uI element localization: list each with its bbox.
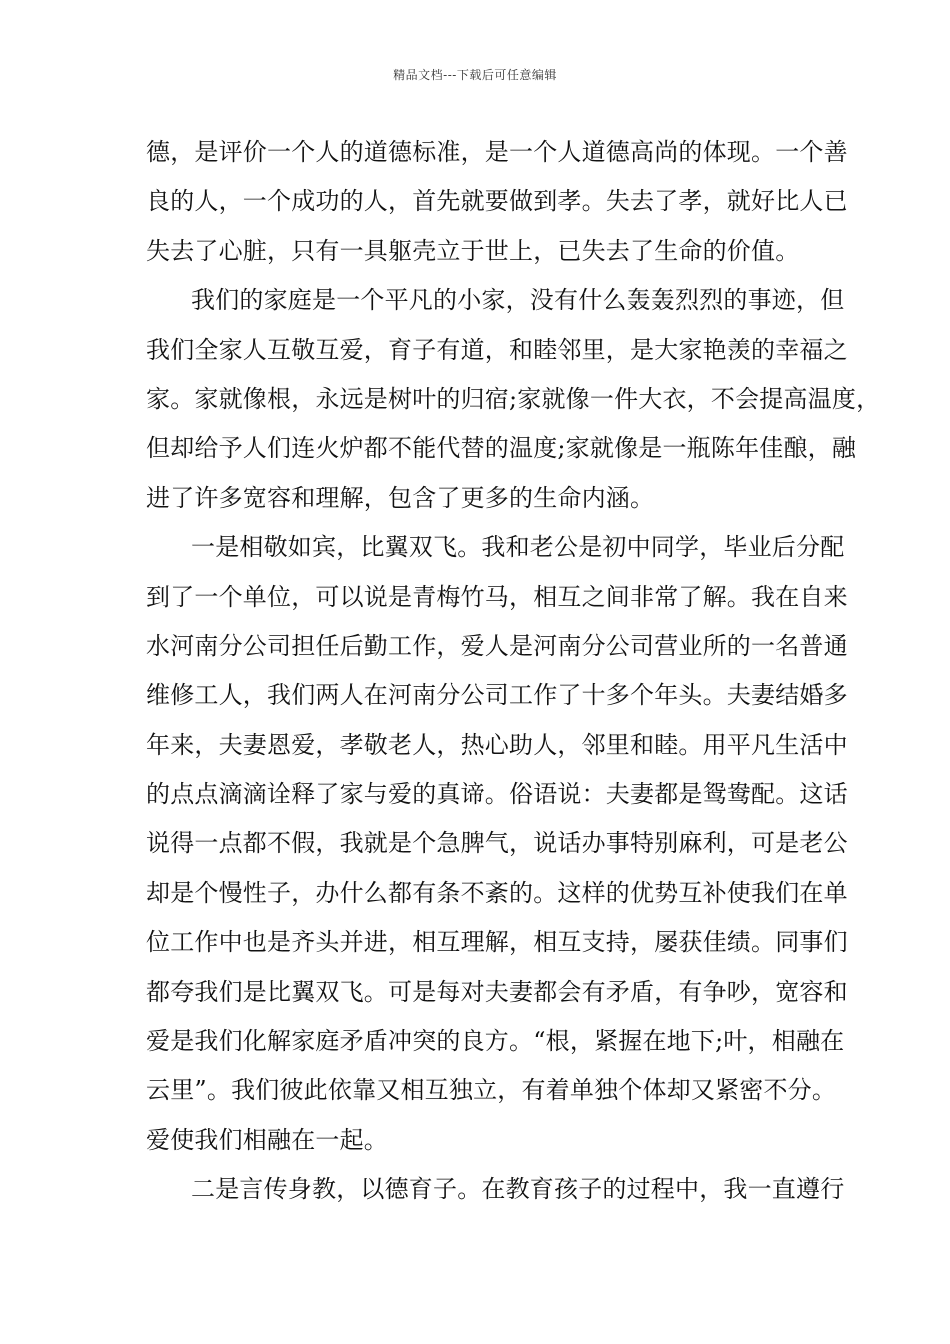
text-line: 家。家就像根，永远是树叶的归宿;家就像一件大衣，不会提高温度， (146, 384, 881, 413)
text-line: 位工作中也是齐头并进，相互理解，相互支持，屡获佳绩。同事们 (146, 928, 848, 957)
text-line: 的点点滴滴诠释了家与爱的真谛。俗语说：夫妻都是鸳鸯配。这话 (146, 780, 848, 809)
text-line: 都夸我们是比翼双飞。可是每对夫妻都会有矛盾，有争吵，宽容和 (146, 977, 848, 1006)
text-line: 但却给予人们连火炉都不能代替的温度;家就像是一瓶陈年佳酿，融 (146, 434, 857, 463)
text-line: 我们全家人互敬互爱，育子有道，和睦邻里，是大家艳羡的幸福之 (146, 335, 848, 364)
text-line: 却是个慢性子，办什么都有条不紊的。这样的优势互补使我们在单 (146, 878, 848, 907)
text-line: 一是相敬如宾，比翼双飞。我和老公是初中同学，毕业后分配 (191, 533, 845, 562)
text-line: 爱是我们化解家庭矛盾冲突的良方。“根，紧握在地下;叶，相融在 (146, 1027, 845, 1056)
text-line: 云里”。我们彼此依靠又相互独立，有着单独个体却又紧密不分。 (146, 1076, 837, 1105)
text-line: 爱使我们相融在一起。 (146, 1125, 388, 1154)
text-line: 良的人，一个成功的人，首先就要做到孝。失去了孝，就好比人已 (146, 187, 848, 216)
text-line: 进了许多宽容和理解，包含了更多的生命内涵。 (146, 483, 655, 512)
text-line: 说得一点都不假，我就是个急脾气，说话办事特别麻利，可是老公 (146, 829, 848, 858)
text-line: 水河南分公司担任后勤工作，爱人是河南分公司营业所的一名普通 (146, 631, 848, 660)
text-line: 失去了心脏，只有一具躯壳立于世上，已失去了生命的价值。 (146, 236, 800, 265)
text-line: 我们的家庭是一个平凡的小家，没有什么轰轰烈烈的事迹，但 (191, 286, 845, 315)
text-line: 维修工人，我们两人在河南分公司工作了十多个年头。夫妻结婚多 (146, 681, 848, 710)
text-line: 到了一个单位，可以说是青梅竹马，相互之间非常了解。我在自来 (146, 582, 848, 611)
text-line: 二是言传身教，以德育子。在教育孩子的过程中，我一直遵行 (191, 1175, 845, 1204)
document-body (146, 128, 881, 1215)
text-line: 德，是评价一个人的道德标准，是一个人道德高尚的体现。一个善 (146, 138, 848, 166)
text-line: 年来，夫妻恩爱，孝敬老人，热心助人，邻里和睦。用平凡生活中 (146, 730, 848, 759)
page-header: 精品文档---下载后可任意编辑 (393, 68, 557, 82)
